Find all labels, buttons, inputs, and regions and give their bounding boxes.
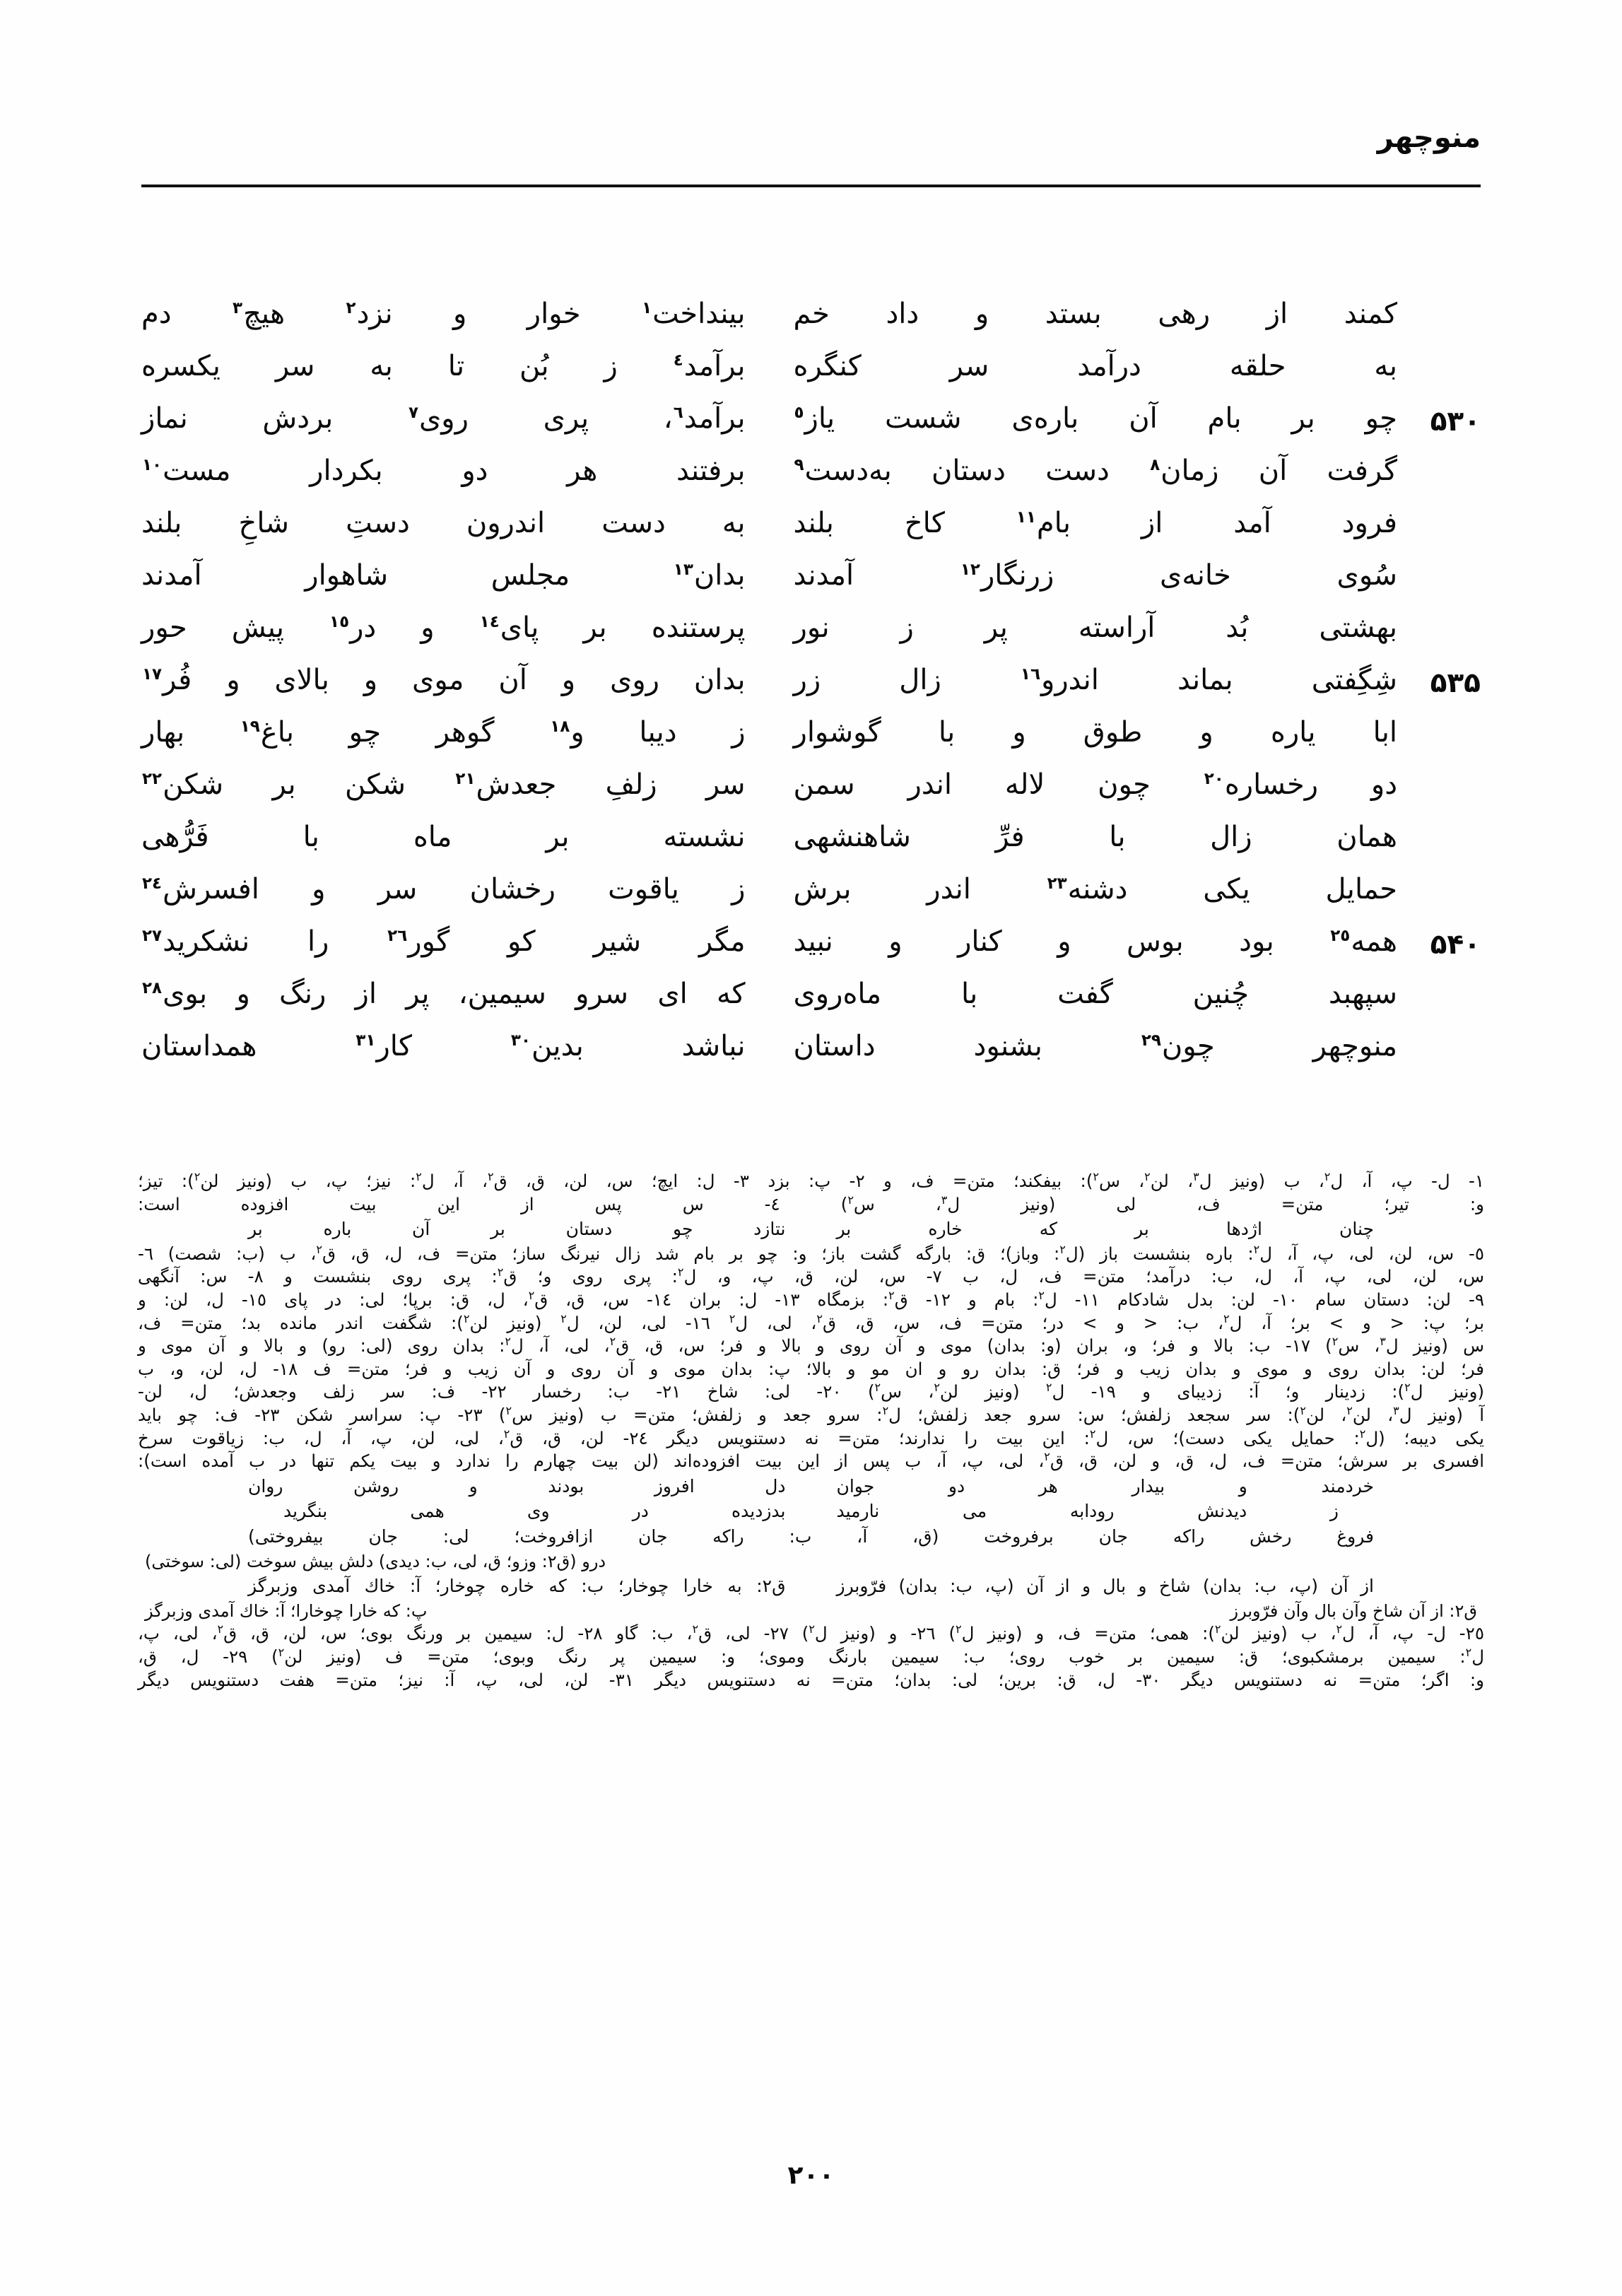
ms-siglum-sup: ٢ <box>729 1311 736 1325</box>
verse-number: ۵۴۰ <box>1430 929 1481 961</box>
quoted-hemistich-second: ق٢: به خارا چوخار؛ ب: که خاره چوخار؛ آ: خاك آمدی وزبرگز <box>248 1576 786 1597</box>
footnote-marker: ١١ <box>1016 508 1036 527</box>
ms-siglum-sup: ٢ <box>888 1288 895 1302</box>
folio-number: ۲۰۰ <box>787 2161 835 2190</box>
running-head <box>141 124 1481 187</box>
verse-line <box>141 506 1481 558</box>
apparatus-note-line: ٢٥- ل- پ، آ، ل$^٢$، ب (ونیز لن$^٢$): همی؛ متن= ف، و (ونیز ل$^٢$) ٢٦- و (ونیز ل$^٢$) ٢٧- لی، ق$^٢$، ب: گاو ٢٨- ل: سیمین بر ورنگ بوی؛ س، لن، ق، ق$^٢$، لی، پ، <box>138 1622 1484 1644</box>
verse-line <box>141 454 1481 506</box>
ms-siglum-sup: ٢ <box>560 1311 567 1325</box>
ms-siglum-sup: ٢ <box>505 1335 511 1349</box>
verse-number <box>1397 297 1481 301</box>
ms-siglum-sup: ٢ <box>528 1288 535 1302</box>
apparatus-note-line: ٩- لن: دستان سام ١٠- لن: بدل شادکام ١١- ل$^٢$: بام و ١٢- ق$^٢$: بزمگاه ١٣- ل: بران ١٤- س، ق، ق$^٢$، ل، ق: برپا؛ لی: در پای ١٥- ل، لن: و <box>138 1288 1485 1311</box>
footnote-marker: ٢٧ <box>142 926 163 945</box>
ms-siglum-sup: ٢ <box>1346 1403 1353 1417</box>
apparatus-two-column <box>138 1550 1484 1573</box>
footnote-marker: ٤ <box>673 351 683 370</box>
quoted-hemistich-first: ز دیدنش رودابه می نارمید <box>836 1501 1339 1522</box>
quoted-hemistich-second: دل افروز بودند و روشن روان <box>248 1475 786 1496</box>
verse-number <box>1397 715 1481 720</box>
verse-line <box>141 820 1481 872</box>
hemistich-first: چو بر بام آن باره‌ی شست یاز$^٥$ <box>794 402 1397 435</box>
hemistich-first: شِگِفتی بماند اندرو$^{١٦}$ زال زر <box>793 664 1397 696</box>
footnote-marker: ١٩ <box>240 717 260 736</box>
footnote-marker: ١٣ <box>673 560 693 579</box>
apparatus-note-line: س، لن، لی، پ، آ، ل، ب: درآمد؛ متن= ف، ل، ب ٧- س، لن، ق، پ، و، ل$^٢$: پری روی و؛ ق$^٢$: پری روی بنشست و ٨- س: آنگهی <box>138 1265 1485 1287</box>
ms-siglum-sup: ٢ <box>1144 1169 1151 1183</box>
ms-siglum-sup: ٢ <box>1093 1169 1099 1183</box>
ms-siglum-sup: ٢ <box>816 1311 823 1325</box>
apparatus-quoted-couplet <box>138 1499 1484 1523</box>
footnote-marker: ١٧ <box>142 664 163 684</box>
footnote-marker: ٣١ <box>355 1031 376 1050</box>
footnote-marker: ٣٠ <box>510 1031 531 1050</box>
footnote-marker: ٩ <box>794 455 804 474</box>
footnote-marker: ٦ <box>673 403 683 422</box>
ms-siglum-sup: ٢ <box>847 1193 854 1207</box>
verse-line <box>141 977 1481 1029</box>
ms-siglum-sup: ٣ <box>1393 1403 1399 1417</box>
verse-number <box>1397 768 1481 772</box>
footnote-marker: ٢٢ <box>142 769 163 788</box>
ms-siglum-sup: ٢ <box>488 1169 494 1183</box>
ms-siglum-sup: ٣ <box>941 1193 948 1207</box>
verse-number <box>1397 558 1481 563</box>
ms-siglum-sup: ٢ <box>278 1645 285 1659</box>
hemistich-second: ز یاقوت رخشان سر و افسرش$^{٢٤}$ <box>142 873 746 906</box>
verse-number <box>1397 820 1481 824</box>
ms-siglum-sup: ٢ <box>1253 1242 1260 1256</box>
footnote-marker: ٢٣ <box>1047 874 1067 893</box>
ms-siglum-sup: ٢ <box>692 1622 699 1636</box>
ms-siglum-sup: ٢ <box>1324 1169 1331 1183</box>
critical-apparatus <box>138 1170 1484 1692</box>
quoted-hemistich-first: از آن (پ، ب: بدان) شاخ و بال و از آن (پ، ب: بدان) فرّوبرز <box>836 1576 1374 1597</box>
hemistich-first: ابا یاره و طوق و با گوشوار <box>793 716 1397 749</box>
hemistich-second: نشسته بر ماه با فَرُّهی <box>141 821 746 853</box>
hemistich-first: حمایل یکی دشنه$^{٢٣}$ اندر برش <box>793 873 1397 906</box>
footnote-marker: ١ <box>642 298 652 317</box>
quoted-hemistich-second: نتازد چو دستان بر آن باره بر <box>248 1219 786 1240</box>
footnote-marker: ٢٩ <box>1141 1031 1161 1050</box>
apparatus-col-right <box>811 1550 1485 1573</box>
footnote-marker: ١٥ <box>329 612 350 631</box>
hemistich-second: نباشد بدین$^{٣٠}$ کار$^{٣١}$ همداستان <box>141 1030 746 1062</box>
ms-siglum-sup: ٢ <box>609 1335 616 1349</box>
ms-siglum-sup: ٢ <box>1038 1288 1045 1302</box>
verse-number <box>1397 506 1481 510</box>
quoted-hemistich-first: خردمند و بیدار هر دو جوان <box>836 1475 1374 1496</box>
footnote-marker: ٢١ <box>455 769 476 788</box>
hemistich-second: بینداخت$^١$ خوار و نزد$^٢$ هیچ$^٣$ دم <box>141 298 746 330</box>
hemistich-second: که ای سرو سیمین، پر از رنگ و بوی$^{٢٨}$ <box>142 978 746 1010</box>
apparatus-col-left: درو (ق٢: وزو؛ ق، لی، ب: دیدی) دلش بیش سوخت (لی: سوختی) <box>145 1551 606 1571</box>
ms-siglum-sup: ٢ <box>503 1427 510 1441</box>
ms-siglum-sup: ٢ <box>1045 1381 1052 1395</box>
apparatus-note-line: یکی دیبه؛ (ل$^٢$: حمایل یکی دست)؛ س، ل$^٢$: این بیت را ندارند؛ متن= نه دستنویس دیگر ٢٤- لن، ق، ق$^٢$، لی، لن، پ، آ، ل، ب: زیاقوت سرخ <box>138 1427 1485 1448</box>
footnote-marker: ٢٤ <box>142 874 163 893</box>
apparatus-note-line: فر؛ لن: بدان روی و موی و بدان زیب و فر؛ ق: بدان رو و ان مو و بالا؛ پ: بدان موی و آن روی و آن زیب و فر؛ متن= ف ١٨- ل، لن، و، ب <box>138 1358 1484 1379</box>
verse-line <box>141 1029 1481 1082</box>
verse-line <box>141 925 1481 977</box>
quoted-hemistich-second: بدزدیده در وی همی بنگرید <box>283 1501 786 1522</box>
apparatus-quoted-couplet <box>138 1475 1484 1499</box>
ms-siglum-sup: ٢ <box>497 1265 504 1279</box>
verse-line <box>141 297 1481 349</box>
hemistich-first: بهشتی بُد آراسته پر ز نور <box>793 611 1397 644</box>
footnote-marker: ٧ <box>408 403 418 422</box>
hemistich-second: برفتند هر دو بکردار مست$^{١٠}$ <box>142 455 746 487</box>
quoted-hemistich-first: فروغ رخش راکه جان برفروخت (ق، آ، ب: راکه جان ازافروخت؛ لی: جان بیفروختی) <box>248 1526 1374 1547</box>
hemistich-first: همه$^{٢٥}$ بود بوس و کنار و نبید <box>793 925 1397 958</box>
verse-number <box>1397 349 1481 353</box>
ms-siglum-sup: ٢ <box>316 1242 322 1256</box>
footnote-marker: ٨ <box>1150 455 1160 474</box>
verse-line <box>141 402 1481 454</box>
ms-siglum-sup: ٢ <box>1044 1449 1050 1463</box>
ms-siglum-sup: ٢ <box>1214 1622 1221 1636</box>
ms-siglum-sup: ٢ <box>416 1169 422 1183</box>
apparatus-note-line: ٥- س، لن، لی، پ، آ، ل$^٢$: باره بنشست باز (ل$^٢$: وباز)؛ ق: بارگه گشت باز؛ و: چو بر بام شد زال نیرنگ ساز؛ متن= ف، ل، ق، ق$^٢$، ب (ب: شصت) ٦- <box>138 1242 1484 1264</box>
footnote-marker: ١٢ <box>960 560 980 579</box>
ms-siglum-sup: ٢ <box>194 1169 201 1183</box>
ms-siglum-sup: ٢ <box>934 1381 940 1395</box>
hemistich-first: دو رخساره$^{٢٠}$ چون لاله اندر سمن <box>793 768 1398 801</box>
ms-siglum-sup: ٢ <box>874 1381 881 1395</box>
ms-siglum-sup: ٢ <box>677 1265 684 1279</box>
verse-number: ۵۳۵ <box>1430 667 1481 699</box>
hemistich-first: کمند از رهی بستد و داد خم <box>793 298 1397 330</box>
verse-number <box>1397 872 1481 877</box>
ms-siglum-sup: ٢ <box>1404 1381 1411 1395</box>
apparatus-note-line: و: اگر؛ متن= نه دستنویس دیگر ٣٠- ل، ق: برین؛ لی: بدان؛ متن= نه دستنویس دیگر ٣١- لن، لی، پ، آ: نیز؛ متن= هفت دستنویس دیگر <box>138 1669 1485 1690</box>
ms-siglum-sup: ٣ <box>1380 1335 1386 1349</box>
header-rule <box>141 184 1481 187</box>
verse-line <box>141 558 1481 611</box>
apparatus-note-line: س (ونیز ل$^٣$، س$^٢$) ١٧- ب: بالا و فر؛ و، بران (و: بدان) موی و آن روی و بالا و فر؛ س، ق، ق$^٢$، لی، آ، ل$^٢$: بدان روی (لی: رو) و بالا و آن موی و <box>138 1335 1484 1357</box>
verse-line <box>141 768 1481 820</box>
hemistich-second: بدان$^{١٣}$ مجلس شاهوار آمدند <box>141 559 746 592</box>
footnote-marker: ١٦ <box>1020 664 1040 684</box>
verse-line <box>141 663 1481 715</box>
hemistich-second: پرستنده بر پای$^{١٤}$ و در$^{١٥}$ پیش حور <box>141 611 746 644</box>
footnote-marker: ٣ <box>233 298 243 317</box>
ms-siglum-sup: ٢ <box>1223 1311 1230 1325</box>
apparatus-note-line: بر؛ پ: < و > بر؛ آ، ل$^٢$، ب: < و > در؛ متن= ف، س، ق، ق$^٢$، لی، ل$^٢$ ١٦- لی، لن، ل$^٢$ (ونیز لن$^٢$): شگفت اندر مانده بد؛ متن= ف، <box>138 1311 1485 1333</box>
hemistich-first: سپهبد چُنین گفت با ماه‌روی <box>793 978 1397 1010</box>
apparatus-note-line: افسری بر سرش؛ متن= ف، ل، ق، و لن، ق، ق$^٢$، لی، پ، آ، ب پس از این بیت افزوده‌اند (لن بیت چهارم را ندارد و بیت یکم تنها در ب آمده است): <box>138 1449 1484 1472</box>
ms-siglum-sup: ٢ <box>882 1403 889 1417</box>
hemistich-first: فرود آمد از بام$^{١١}$ کاخ بلند <box>793 507 1398 539</box>
hemistich-second: بدان روی و آن موی و بالای و فُر$^{١٧}$ <box>142 664 746 696</box>
verse-line <box>141 872 1481 925</box>
verse-number: ۵۳۰ <box>1430 406 1481 438</box>
hemistich-second: سر زلفِ جعدش$^{٢١}$ شکن بر شکن$^{٢٢}$ <box>142 768 746 801</box>
hemistich-second: به دست اندرون دستِ شاخِ بلند <box>141 507 746 539</box>
hemistich-second: برآمد$^٦$، پری روی$^٧$ بردش نماز <box>141 402 746 435</box>
running-title: منوچهر <box>1377 122 1481 154</box>
hemistich-first: منوچهر چون$^{٢٩}$ بشنود داستان <box>793 1030 1398 1062</box>
footnote-marker: ٢٥ <box>1330 926 1351 945</box>
hemistich-second: ز دیبا و$^{١٨}$ گوهر چو باغ$^{١٩}$ بهار <box>141 716 746 749</box>
apparatus-note-line: (ونیز ل$^٢$): زدینار و؛ آ: زدیبای و ١٩- ل$^٢$ (ونیز لن$^٢$، س$^٢$) ٢٠- لی: شاخ ٢١- ب: رخسار ٢٢- ف: سر زلف وجعدش؛ ل، لن- <box>138 1381 1484 1402</box>
footnote-marker: ٢٠ <box>1204 769 1224 788</box>
ms-siglum-sup: ٢ <box>463 1311 470 1325</box>
verse-number <box>1397 611 1481 615</box>
hemistich-second: برآمد$^٤$ ز بُن تا به سر یکسره <box>141 350 746 382</box>
ms-siglum-sup: ٢ <box>505 1403 512 1417</box>
footnote-marker: ١٠ <box>142 455 163 474</box>
footnote-marker: ٥ <box>794 403 804 422</box>
footnote-marker: ٢٦ <box>387 926 408 945</box>
apparatus-col-left: پ: که خارا چوخارا؛ آ: خاك آمدی وزبرگز <box>145 1601 428 1622</box>
hemistich-first: به حلقه درآمد سر کنگره <box>793 350 1397 382</box>
apparatus-col-right: ق٢: از آن شاخ وآن بال وآن فرّوبرز <box>1230 1601 1477 1622</box>
ms-siglum-sup: ٢ <box>1059 1242 1066 1256</box>
apparatus-note-line: آ (ونیز ل$^٣$، لن$^٢$، لن$^٢$): سر سجعد زلفش؛ س: سرو جعد زلفش؛ ل$^٢$: سرو جعد و زلفش؛ متن= ب (ونیز س$^٢$) ٢٣- پ: سراسر شکن ٢٣- ف: چو باید <box>138 1403 1485 1425</box>
hemistich-first: سُوی خانه‌ی زرنگار$^{١٢}$ آمدند <box>793 559 1397 592</box>
apparatus-note-line: و: تیر؛ متن= ف، لی (ونیز ل$^٣$، س$^٢$) ٤- س پس از این بیت افزوده است: <box>138 1193 1485 1214</box>
verse-line <box>141 611 1481 663</box>
apparatus-quoted-couplet <box>138 1217 1484 1241</box>
verse-line <box>141 715 1481 768</box>
footnote-marker: ١٤ <box>479 612 500 631</box>
ms-siglum-sup: ٢ <box>809 1622 815 1636</box>
footnote-marker: ٢ <box>346 298 356 317</box>
ms-siglum-sup: ٢ <box>217 1622 224 1636</box>
hemistich-first: همان زال با فرِّ شاهنشهی <box>793 821 1397 853</box>
ms-siglum-sup: ٢ <box>1089 1427 1096 1441</box>
quoted-hemistich-first: چنان اژدها بر که خاره بر <box>836 1219 1374 1240</box>
apparatus-note-line: ل$^٢$: سیمین برمشکبوی؛ ق: سیمین بر خوب روی؛ ب: سیمین بارنگ وموی؛ و: سیمین پر رنگ وبوی؛ متن= ف (ونیز لن$^٢$) ٢٩- ل، ق، <box>138 1645 1484 1668</box>
ms-siglum-sup: ٢ <box>1359 1427 1366 1441</box>
verse-number <box>1397 454 1481 458</box>
footnote-marker: ١٨ <box>550 717 570 736</box>
hemistich-first: گرفت آن زمان$^٨$ دست دستان به‌دست$^٩$ <box>794 455 1397 487</box>
verse-block <box>141 297 1481 1082</box>
ms-siglum-sup: ٢ <box>1332 1335 1339 1349</box>
apparatus-quoted-couplet <box>138 1574 1484 1598</box>
verse-line <box>141 349 1481 402</box>
ms-siglum-sup: ٢ <box>1336 1622 1343 1636</box>
footnote-marker: ٢٨ <box>142 978 163 997</box>
ms-siglum-sup: ٢ <box>1300 1403 1306 1417</box>
verse-number <box>1397 1029 1481 1033</box>
hemistich-second: مگر شیر کو گور$^{٢٦}$ را نشکرید$^{٢٧}$ <box>142 925 746 958</box>
apparatus-two-column <box>138 1600 1484 1622</box>
ms-siglum-sup: ٢ <box>1465 1645 1472 1659</box>
apparatus-note-line: ١- ل- پ، آ، ل$^٢$، ب (ونیز ل$^٣$، لن$^٢$، س$^٢$): بیفکند؛ متن= ف، و ٢- پ: بزد ٣- ل: ایچ؛ س، لن، ق، ق$^٢$، آ، ل$^٢$: نیز؛ پ، ب (ونیز لن$^٢$): تیز؛ <box>138 1169 1485 1191</box>
apparatus-quoted-couplet <box>138 1525 1484 1549</box>
ms-siglum-sup: ٢ <box>956 1622 962 1636</box>
ms-siglum-sup: ٣ <box>1193 1169 1199 1183</box>
verse-number <box>1397 977 1481 981</box>
